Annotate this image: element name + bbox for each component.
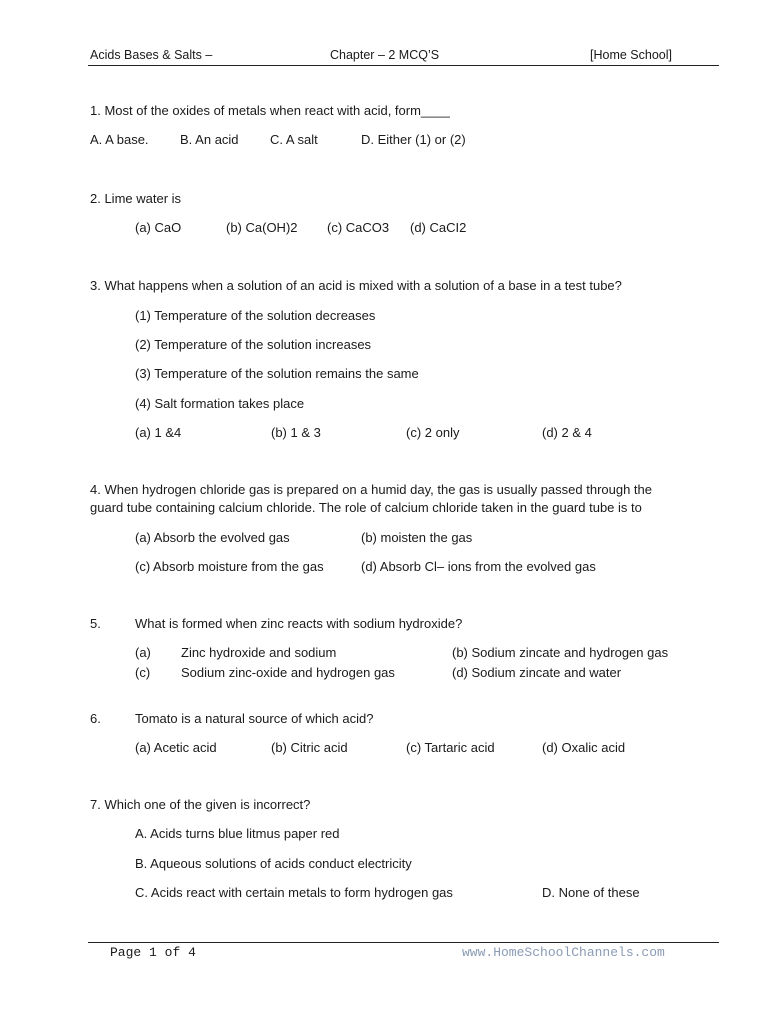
question-3-option-b: (b) 1 & 3 bbox=[271, 425, 321, 440]
question-6-option-b: (b) Citric acid bbox=[271, 740, 348, 755]
question-2-stem: 2. Lime water is bbox=[90, 191, 182, 206]
question-5-option-b: (b) Sodium zincate and hydrogen gas bbox=[452, 645, 669, 660]
question-5-stem: What is formed when zinc reacts with sodium hydroxide? bbox=[135, 616, 463, 631]
question-4-option-d: (d) Absorb Cl– ions from the evolved gas bbox=[361, 559, 596, 574]
question-6-option-a: (a) Acetic acid bbox=[135, 740, 217, 755]
question-3-statement-3: (3) Temperature of the solution remains the same bbox=[135, 366, 419, 381]
question-3-statement-1: (1) Temperature of the solution decreases bbox=[135, 308, 376, 323]
header-subject: Acids Bases & Salts – bbox=[90, 48, 213, 62]
page-total: 4 bbox=[188, 945, 196, 960]
question-4-stem-line-2: guard tube containing calcium chloride. The role of calcium chloride taken in the guard tube is to bbox=[90, 500, 642, 515]
header-school: [Home School] bbox=[590, 48, 672, 62]
question-5-option-d: (d) Sodium zincate and water bbox=[452, 665, 622, 680]
question-1-stem: 1. Most of the oxides of metals when react with acid, form____ bbox=[90, 103, 450, 118]
question-4-option-c: (c) Absorb moisture from the gas bbox=[135, 559, 324, 574]
question-3-stem: 3. What happens when a solution of an acid is mixed with a solution of a base in a test tube? bbox=[90, 278, 622, 293]
question-6-stem: Tomato is a natural source of which acid? bbox=[135, 711, 374, 726]
question-3-statement-4: (4) Salt formation takes place bbox=[135, 396, 305, 411]
question-1-option-a: A. A base. bbox=[90, 132, 149, 147]
header-rule bbox=[88, 65, 719, 66]
question-5-option-a-label: (a) bbox=[135, 645, 151, 660]
question-3-statement-2: (2) Temperature of the solution increases bbox=[135, 337, 372, 352]
page-of-label: of bbox=[164, 945, 181, 960]
question-2-option-c: (c) CaCO3 bbox=[327, 220, 390, 235]
question-4-option-b: (b) moisten the gas bbox=[361, 530, 473, 545]
question-3-option-c: (c) 2 only bbox=[406, 425, 460, 440]
page-number bbox=[110, 945, 196, 960]
header-chapter: Chapter – 2 MCQ’S bbox=[330, 48, 440, 62]
question-3-option-d: (d) 2 & 4 bbox=[542, 425, 592, 440]
question-1-option-d: D. Either (1) or (2) bbox=[361, 132, 466, 147]
question-4-stem-line-1: 4. When hydrogen chloride gas is prepared on a humid day, the gas is usually passed through the bbox=[90, 482, 652, 497]
page-current: 1 bbox=[149, 945, 157, 960]
question-7-option-d: D. None of these bbox=[542, 885, 640, 900]
question-5-option-a: Zinc hydroxide and sodium bbox=[181, 645, 337, 660]
question-7-option-c: C. Acids react with certain metals to form hydrogen gas bbox=[135, 885, 453, 900]
question-5-number: 5. bbox=[90, 616, 101, 631]
question-1-option-c: C. A salt bbox=[270, 132, 318, 147]
footer-rule bbox=[88, 942, 719, 943]
question-6-option-c: (c) Tartaric acid bbox=[406, 740, 495, 755]
question-6-option-d: (d) Oxalic acid bbox=[542, 740, 626, 755]
question-5-option-c-label: (c) bbox=[135, 665, 151, 680]
question-1-option-b: B. An acid bbox=[180, 132, 239, 147]
footer-website-link[interactable]: www.HomeSchoolChannels.com bbox=[462, 945, 665, 960]
question-7-stem: 7. Which one of the given is incorrect? bbox=[90, 797, 311, 812]
question-4-option-a: (a) Absorb the evolved gas bbox=[135, 530, 290, 545]
page-label: Page bbox=[110, 945, 142, 960]
question-7-option-a: A. Acids turns blue litmus paper red bbox=[135, 826, 340, 841]
question-3-option-a: (a) 1 &4 bbox=[135, 425, 182, 440]
question-7-option-b: B. Aqueous solutions of acids conduct electricity bbox=[135, 856, 412, 871]
question-5-option-c: Sodium zinc-oxide and hydrogen gas bbox=[181, 665, 395, 680]
question-2-option-d: (d) CaCI2 bbox=[410, 220, 467, 235]
question-2-option-a: (a) CaO bbox=[135, 220, 182, 235]
question-2-option-b: (b) Ca(OH)2 bbox=[226, 220, 298, 235]
question-6-number: 6. bbox=[90, 711, 101, 726]
